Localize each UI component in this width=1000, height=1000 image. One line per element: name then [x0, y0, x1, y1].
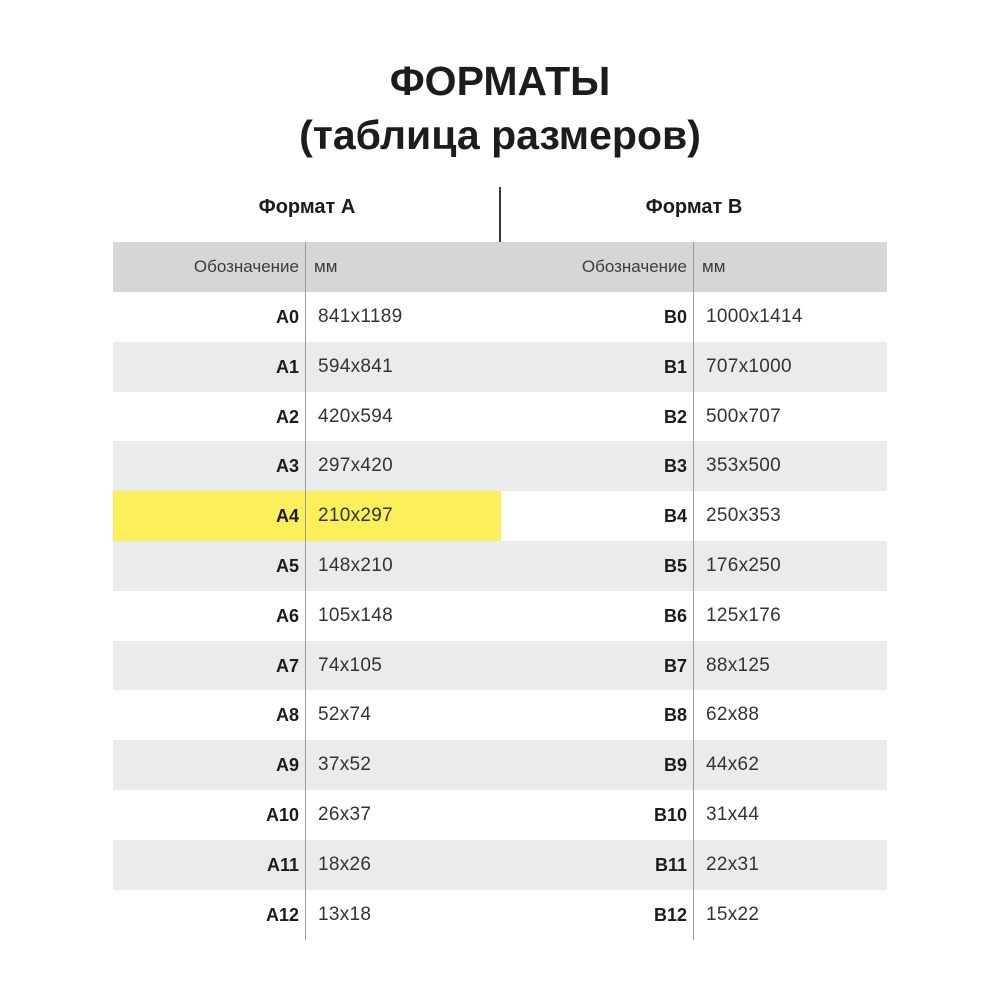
table-row — [501, 541, 887, 591]
format-code: А2 — [113, 392, 306, 442]
format-size: 250x353 — [706, 505, 782, 527]
format-code: А11 — [113, 840, 306, 890]
format-code: В7 — [501, 641, 694, 691]
format-size: 841x1189 — [318, 306, 403, 327]
format-code: А0 — [113, 292, 306, 342]
header-mm: мм — [314, 257, 338, 276]
format-code: В0 — [501, 292, 694, 342]
format-code: В12 — [501, 890, 694, 940]
format-size: 18x26 — [318, 853, 372, 875]
format-code: В10 — [501, 790, 694, 840]
format-code: В9 — [501, 740, 694, 790]
table-row — [113, 441, 501, 491]
format-size: 88x125 — [706, 654, 771, 676]
format-size: 15x22 — [706, 903, 760, 925]
format-code: В6 — [501, 591, 694, 641]
table-row — [113, 890, 501, 940]
format-code: В8 — [501, 690, 694, 740]
table-row — [113, 641, 501, 691]
format-code: В2 — [501, 392, 694, 442]
format-size: 74x105 — [318, 654, 383, 676]
table-row — [501, 840, 887, 890]
table-row — [113, 690, 501, 740]
format-size: 26x37 — [318, 804, 372, 825]
table-row — [113, 541, 501, 591]
format-code: А5 — [113, 541, 306, 591]
format-size: 31x44 — [706, 804, 760, 825]
format-size: 500x707 — [706, 405, 782, 427]
format-size: 44x62 — [706, 754, 760, 776]
format-code: В4 — [501, 491, 694, 541]
table-row — [113, 790, 501, 840]
format-code: А7 — [113, 641, 306, 691]
format-code: В1 — [501, 342, 694, 392]
table-row — [501, 890, 887, 940]
table-row — [501, 292, 887, 342]
table-row — [501, 641, 887, 691]
table-row — [501, 790, 887, 840]
header-designation: Обозначение — [501, 242, 694, 292]
format-size: 594x841 — [318, 355, 394, 377]
table-row — [501, 441, 887, 491]
format-size: 707x1000 — [706, 355, 792, 377]
format-code: А4 — [113, 491, 306, 541]
format-a-header-row — [113, 242, 501, 292]
table-row — [113, 292, 501, 342]
format-size: 62x88 — [706, 704, 760, 726]
format-size: 105x148 — [318, 604, 394, 626]
table-row — [501, 690, 887, 740]
format-code: А3 — [113, 441, 306, 491]
format-size: 176x250 — [706, 555, 782, 576]
table-row — [113, 840, 501, 890]
table-row — [501, 491, 887, 541]
table-row — [501, 740, 887, 790]
table-row — [501, 342, 887, 392]
header-mm: мм — [702, 257, 726, 276]
format-a-caption: Формат А — [258, 196, 356, 218]
table-row — [113, 392, 501, 442]
table-row — [501, 591, 887, 641]
table-row — [113, 740, 501, 790]
page-subtitle: (таблица размеров) — [299, 112, 701, 158]
format-size: 125x176 — [706, 604, 782, 626]
page-title: ФОРМАТЫ — [389, 58, 611, 104]
format-size: 13x18 — [318, 903, 372, 925]
format-code: А8 — [113, 690, 306, 740]
header-designation: Обозначение — [113, 242, 306, 292]
format-size: 353x500 — [706, 455, 782, 477]
format-b-caption: Формат В — [645, 196, 743, 218]
format-code: А10 — [113, 790, 306, 840]
table-row — [501, 392, 887, 442]
table-row — [113, 342, 501, 392]
format-code: В5 — [501, 541, 694, 591]
format-size: 210x297 — [318, 505, 394, 527]
format-size: 297x420 — [318, 455, 394, 477]
format-code: В3 — [501, 441, 694, 491]
format-size: 52x74 — [318, 704, 372, 726]
format-code: В11 — [501, 840, 694, 890]
format-size: 22x31 — [706, 853, 760, 875]
format-code: А12 — [113, 890, 306, 940]
format-size: 420x594 — [318, 405, 394, 427]
format-code: А1 — [113, 342, 306, 392]
format-size: 37x52 — [318, 754, 372, 776]
format-code: А6 — [113, 591, 306, 641]
table-row — [113, 491, 501, 541]
format-code: А9 — [113, 740, 306, 790]
format-size: 1000x1414 — [706, 306, 803, 327]
format-b-header-row — [501, 242, 887, 292]
table-row — [113, 591, 501, 641]
format-size: 148x210 — [318, 555, 394, 576]
